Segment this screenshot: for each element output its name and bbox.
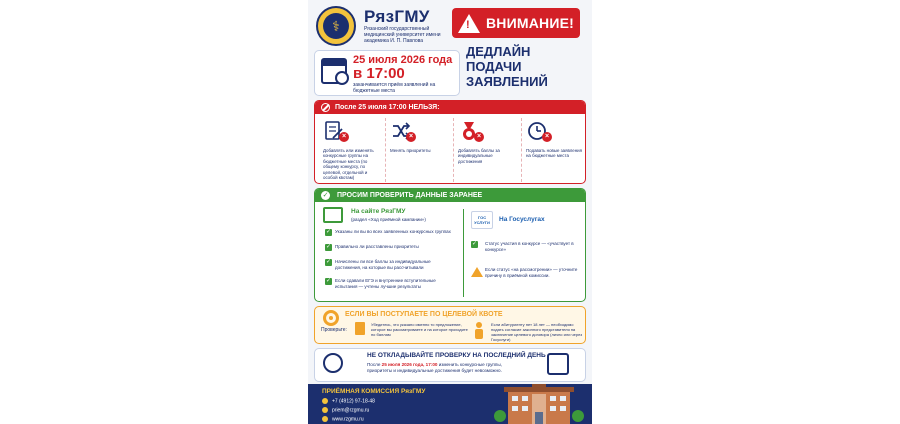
forbidden-item [385, 118, 447, 182]
cross-icon: × [406, 132, 416, 142]
checkbox-icon: ✓ [325, 244, 332, 250]
forbidden-item-text: Добавлять или изменять конкурсные группы на бюджетные места (по общему конкурсу, по целевой, отдельной и особой квотам) [323, 148, 374, 181]
deadline-time: в 17:00 [353, 65, 405, 82]
late-text-rest: изменить конкурсные группы, приоритеты и индивидуальные достижения будет невозможно. [367, 362, 502, 373]
alarm-clock-icon [323, 353, 343, 373]
check-title: ПРОСИМ ПРОВЕРИТЬ ДАННЫЕ ЗАРАНЕЕ [337, 192, 483, 199]
late-title: НЕ ОТКЛАДЫВАЙТЕ ПРОВЕРКУ НА ПОСЛЕДНИЙ ДЕНЬ [367, 352, 546, 359]
checkbox-icon: ✓ [325, 259, 332, 265]
clock-icon [335, 71, 349, 85]
warning-banner [452, 8, 580, 38]
email-contact[interactable] [322, 407, 369, 413]
deadline-date: 25 июля 2026 года [353, 54, 453, 66]
email-icon [322, 407, 328, 413]
phone-icon [322, 398, 328, 404]
ban-icon [321, 103, 330, 112]
forbidden-item-text: Подавать новые заявления на бюджетные места [526, 148, 582, 159]
late-warning-section [314, 348, 586, 382]
list-item-text: Если статус «на рассмотрении» — уточните причину в приёмной комиссии. [485, 267, 578, 278]
phone-contact[interactable] [322, 398, 375, 404]
warning-icon [471, 267, 483, 277]
late-text-prefix: После [367, 362, 381, 367]
target-text: Убедитесь, что указано именно то предложение, которое вы рассматриваете и на которое проходите по баллам [371, 322, 468, 337]
university-building-image [494, 384, 584, 424]
gosuslugi-logo: ГОС УСЛУГИ [471, 211, 493, 229]
deadline-subtitle: заканчивается приём заявлений на бюджетные места [353, 82, 436, 94]
forbidden-item [521, 118, 583, 182]
caduceus-icon: ⚕ [323, 13, 349, 39]
list-item-text: Правильно ли расставлены приоритеты [335, 244, 419, 249]
email-text: priem@rzgmu.ru [332, 407, 370, 414]
poster [308, 0, 592, 424]
check-icon: ✓ [322, 192, 329, 199]
late-text [367, 362, 517, 373]
footer-title: ПРИЁМНАЯ КОМИССИЯ РязГМУ [322, 388, 426, 395]
list-item-text: Статус участия в конкурсе — «участвует в конкурсе» [485, 241, 574, 252]
target-title: ЕСЛИ ВЫ ПОСТУПАЕТЕ ПО ЦЕЛЕВОЙ КВОТЕ [345, 311, 503, 318]
target-quota-section [314, 306, 586, 344]
checkbox-icon: ✓ [471, 241, 478, 247]
monitor-icon [323, 207, 343, 223]
list-item-text: Если сдавали ЕГЭ и внутренние вступительные испытания — учтены лучшие результаты [335, 278, 436, 289]
university-subtitle: Рязанский государственный медицинский университет имени академика И. П. Павлова [364, 26, 441, 44]
checkbox-icon: ✓ [325, 278, 332, 284]
cross-icon: × [339, 132, 349, 142]
globe-icon [322, 416, 328, 422]
forbidden-item-text: Менять приоритеты [390, 148, 431, 153]
phone-text: +7 (4912) 97-18-48 [332, 398, 375, 405]
deadline-date-box [314, 50, 460, 96]
gosuslugi-title: На Госуслугах [499, 216, 545, 223]
cross-icon: × [474, 132, 484, 142]
forbidden-title: После 25 июля 17:00 НЕЛЬЗЯ: [335, 104, 440, 111]
late-text-highlight: 25 июля 2026 года, 17:00 [381, 362, 438, 367]
site-title: На сайте РязГМУ [351, 208, 406, 215]
check-label: Проверьте: [321, 327, 347, 333]
website-contact[interactable] [322, 416, 364, 422]
university-logo [316, 6, 356, 46]
footer [308, 384, 592, 424]
target-text: Если абитуриенту нет 18 лет — необходимо подать согласие законного представителя на заключение целевого договора (лично или через Госуслуги) [491, 322, 583, 342]
forbidden-section [314, 100, 586, 184]
divider [463, 209, 464, 297]
warning-label: ВНИМАНИЕ! [486, 15, 575, 31]
list-item-text: Начислены ли все баллы за индивидуальные достижения, на которые вы рассчитывали [335, 259, 431, 270]
forbidden-item-text: Добавлять баллы за индивидуальные достижения [458, 148, 500, 164]
check-header [315, 189, 585, 202]
deadline-title: ДЕДЛАЙН ПОДАЧИ ЗАЯВЛЕНИЙ [466, 44, 548, 89]
cross-icon: × [542, 132, 552, 142]
forbidden-header [315, 101, 585, 114]
calendar-icon [547, 353, 569, 375]
checkbox-icon: ✓ [325, 229, 332, 235]
target-icon [323, 310, 339, 326]
university-name: РязГМУ [364, 7, 430, 26]
forbidden-item [319, 118, 381, 182]
website-text: www.rzgmu.ru [332, 416, 364, 423]
person-icon [473, 321, 485, 339]
forbidden-item [453, 118, 515, 182]
check-data-section [314, 188, 586, 302]
warning-icon: ! [458, 14, 480, 33]
list-item-text: Указаны ли вы во всех заявленных конкурсных группах [335, 229, 451, 234]
document-icon [355, 322, 365, 335]
site-subtitle: (раздел «Ход приёмной кампании») [351, 217, 426, 222]
